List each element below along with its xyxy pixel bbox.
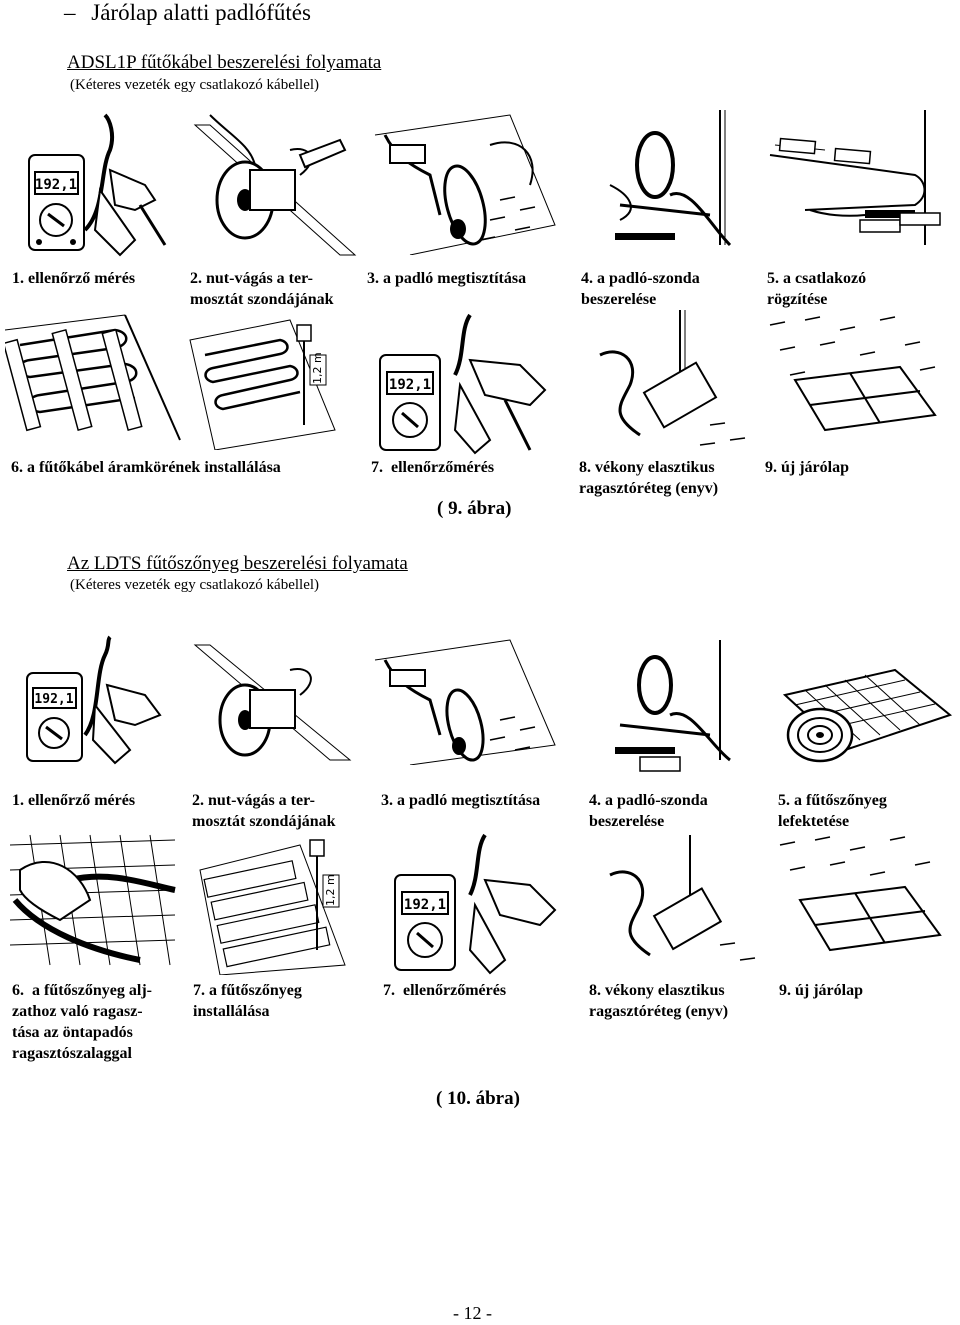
s2-step-8-caption: 7. ellenőrzőmérés: [383, 982, 507, 999]
illustration-new-tile: [760, 305, 955, 455]
illustration-floor-cleaning: [370, 105, 560, 255]
illustration-thermostat-layout: [185, 300, 350, 450]
s1-step-3-caption: 3. a padló megtisztítása: [367, 270, 527, 287]
illustration-mat-taping: [10, 830, 180, 970]
section2-title: Az LDTS fűtőszőnyeg beszerelési folyamata: [67, 553, 408, 574]
s2-step-10-caption: 9. új járólap: [779, 982, 863, 999]
illustration-s2-multimeter-recheck: [390, 830, 570, 975]
illustration-s2-adhesive-layer: [590, 830, 760, 975]
s2-step-2-caption: 2. nut-vágás a ter- mosztát szondájának: [192, 792, 336, 830]
illustration-floor-cutting: [190, 105, 360, 260]
illustration-s2-new-tile: [770, 830, 955, 970]
s2-step-1-caption: 1. ellenőrző mérés: [12, 792, 136, 809]
illustration-mat-installation: [190, 830, 360, 975]
s1-step-1-caption: 1. ellenőrző mérés: [12, 270, 136, 287]
meter-display-3: 192,1: [34, 692, 74, 707]
section1-subtitle: (Kéteres vezeték egy csatlakozó kábellel): [70, 77, 320, 93]
meter-display: 192,1: [34, 177, 78, 193]
heading-text: Járólap alatti padlófűtés: [91, 0, 311, 25]
s2-step-9-caption: 8. vékony elasztikus ragasztóréteg (enyv): [589, 982, 729, 1020]
section1-title: ADSL1P fűtőkábel beszerelési folyamata: [67, 52, 382, 73]
illustration-multimeter-check: [15, 110, 175, 260]
illustration-heating-mat-roll: [775, 635, 955, 770]
page-heading: [64, 0, 311, 26]
sign-label: 1,2 m: [311, 352, 324, 384]
illustration-probe-install: [580, 105, 750, 255]
heading-dash: –: [64, 0, 76, 25]
illustration-s2-floor-cutting: [190, 635, 360, 765]
illustration-connector-fixing: [765, 105, 955, 255]
s1-step-7-caption: 7. ellenőrzőmérés: [371, 459, 495, 476]
s2-step-3-caption: 3. a padló megtisztítása: [381, 792, 541, 809]
meter-display-4: 192,1: [403, 897, 447, 913]
sign-label-2: 1,2 m: [324, 874, 337, 906]
illustration-adhesive-layer: [580, 305, 755, 455]
illustration-s2-floor-cleaning: [370, 635, 560, 765]
s2-step-6-caption: 6. a fűtőszőnyeg alj- zathoz való ragasz- tása az öntapadós ragasztószalaggal: [12, 982, 152, 1062]
illustration-s2-probe-install: [580, 635, 750, 775]
illustration-s2-multimeter-check: [15, 635, 175, 765]
s1-step-8-caption: 8. vékony elasztikus ragasztóréteg (enyv): [579, 459, 719, 497]
figure-9-label: ( 9. ábra): [437, 498, 512, 519]
s2-step-7-caption: 7. a fűtőszőnyeg installálása: [193, 982, 302, 1020]
s1-step-2-caption: 2. nut-vágás a ter- mosztát szondájának: [190, 270, 334, 308]
page-number: - 12 -: [453, 1303, 492, 1323]
figure-10-label: ( 10. ábra): [436, 1088, 520, 1109]
illustration-cable-installation: [5, 300, 185, 450]
s1-step-5-caption: 5. a csatlakozó rögzítése: [767, 270, 867, 308]
illustration-multimeter-recheck: [370, 305, 560, 455]
s1-step-9-caption: 9. új járólap: [765, 459, 849, 476]
s1-step-6-caption: 6. a fűtőkábel áramkörének installálása: [11, 459, 281, 476]
s1-step-4-caption: 4. a padló-szonda beszerelése: [581, 270, 700, 308]
section2-subtitle: (Kéteres vezeték egy csatlakozó kábellel): [70, 577, 320, 593]
s2-step-4-caption: 4. a padló-szonda beszerelése: [589, 792, 708, 830]
s2-step-5-caption: 5. a fűtőszőnyeg lefektetése: [778, 792, 887, 830]
meter-display-2: 192,1: [388, 377, 432, 393]
